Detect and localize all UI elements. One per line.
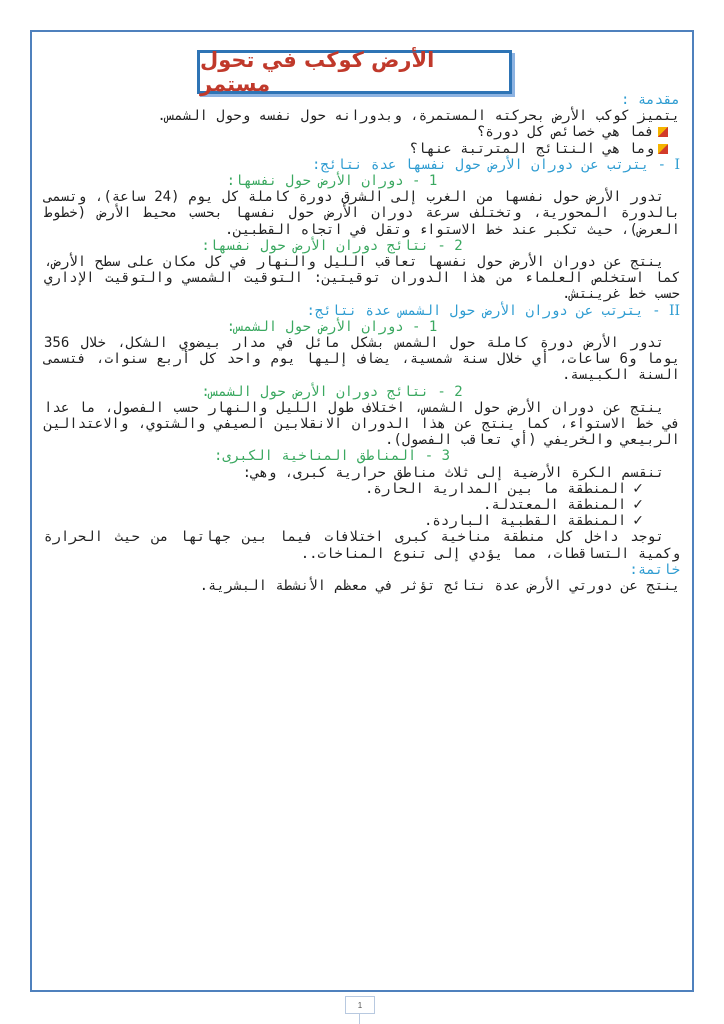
page-number-tick xyxy=(359,1014,360,1024)
section2-heading-text: - يترتب عن دوران الأرض حول الشمس عدة نتائج: xyxy=(306,302,669,319)
section1-heading xyxy=(44,157,680,173)
section2-paragraph4: توجد داخل كل منطقة مناخية كبرى اختلافات فيما بين جهاتها من حيث الحرارة وكمية التساقطات، مما يؤدي إلى تنوع المناخات.. xyxy=(44,529,680,562)
section1-heading-text: - يترتب عن دوران الأرض حول نفسها عدة نتائج: xyxy=(312,156,675,173)
zone-item xyxy=(44,497,680,513)
section2-sub3: 3 - المناطق المناخية الكبرى: xyxy=(213,448,450,465)
section2-paragraph3: تنقسم الكرة الأرضية إلى ثلاث مناطق حرارية كبرى، وهي: xyxy=(242,464,664,481)
intro-question-2 xyxy=(44,141,680,157)
section2-paragraph2: ينتج عن دوران الأرض حول الشمس، اختلاف طول الليل والنهار حسب الفصول، ما عدا في خط الاستواء، كما ينتج عن هذا الدوران الانقلابين الصيفي والشتوي، والاعتدالين الربيعي والخريفي (أي تعاقب الفصول). xyxy=(44,399,680,449)
section2-sub1: 1 - دوران الأرض حول الشمس: xyxy=(226,318,438,335)
section1-paragraph1: تدور الأرض حول نفسها من الغرب إلى الشرق دورة كاملة كل يوم (24 ساعة)، وتسمى بالدورة المحورية، وتختلف سرعة دوران الأرض حول نفسها بحسب محيط الأرض (خطوط العرض)، حيث تكبر عند خط الاستواء وتقل في اتجاه القطبين. xyxy=(44,189,680,238)
zone-item xyxy=(44,481,680,497)
title-box xyxy=(197,50,512,94)
section2-heading xyxy=(44,303,680,319)
question-text: فما هي خصائص كل دورة؟ xyxy=(476,124,654,141)
section2-paragraph1: تدور الأرض دورة كاملة حول الشمس بشكل مائل في مدار بيضوي الشكل، خلال 356 يوما و6 ساعات، أي خلال سنة شمسية، يضاف إليها يوم واحد كل أربع سنوات، فتسمى السنة الكبيسة. xyxy=(44,335,681,384)
checkmark-icon: ✓ xyxy=(632,497,644,514)
zone-item xyxy=(44,513,680,529)
section1-paragraph2: ينتج عن دوران الأرض حول نفسها تعاقب الليل والنهار في كل مكان على سطح الأرض، كما استخلص العلماء من هذا الدوران توقيتين: التوقيت الشمسي والتوقيت الإداري حسب خط غرينتش. xyxy=(44,254,680,303)
zone-text: المنطقة المعتدلة. xyxy=(482,497,627,514)
bullet-icon xyxy=(658,144,668,154)
section1-sub1: 1 - دوران الأرض حول نفسها: xyxy=(226,173,438,190)
section2-numeral: II xyxy=(668,302,680,319)
intro-heading: مقدمة : xyxy=(620,92,680,108)
section1-sub2: 2 - نتائج دوران الأرض حول نفسها: xyxy=(201,237,463,254)
page-number: 1 xyxy=(345,996,375,1014)
checkmark-icon: ✓ xyxy=(632,480,644,497)
section2-sub2: 2 - نتائج دوران الأرض حول الشمس: xyxy=(201,383,463,400)
page-title: الأرض كوكب في تحول مستمر xyxy=(200,48,435,96)
bullet-icon xyxy=(658,127,668,137)
section1-numeral: I xyxy=(674,156,680,173)
conclusion-text: ينتج عن دورتي الأرض عدة نتائج تؤثر في معظم الأنشطة البشرية. xyxy=(199,578,680,595)
intro-text: يتميز كوكب الأرض بحركته المستمرة، وبدورانه حول نفسه وحول الشمس. xyxy=(157,108,680,125)
intro-question-1 xyxy=(44,124,680,140)
zone-text: المنطقة ما بين المدارية الحارة. xyxy=(364,480,627,497)
checkmark-icon: ✓ xyxy=(632,513,644,530)
question-text: وما هي النتائج المترتبة عنها؟ xyxy=(409,140,654,157)
zone-text: المنطقة القطبية الباردة. xyxy=(423,513,627,530)
document-body xyxy=(44,92,680,594)
conclusion-heading: خاتمة: xyxy=(629,561,680,578)
